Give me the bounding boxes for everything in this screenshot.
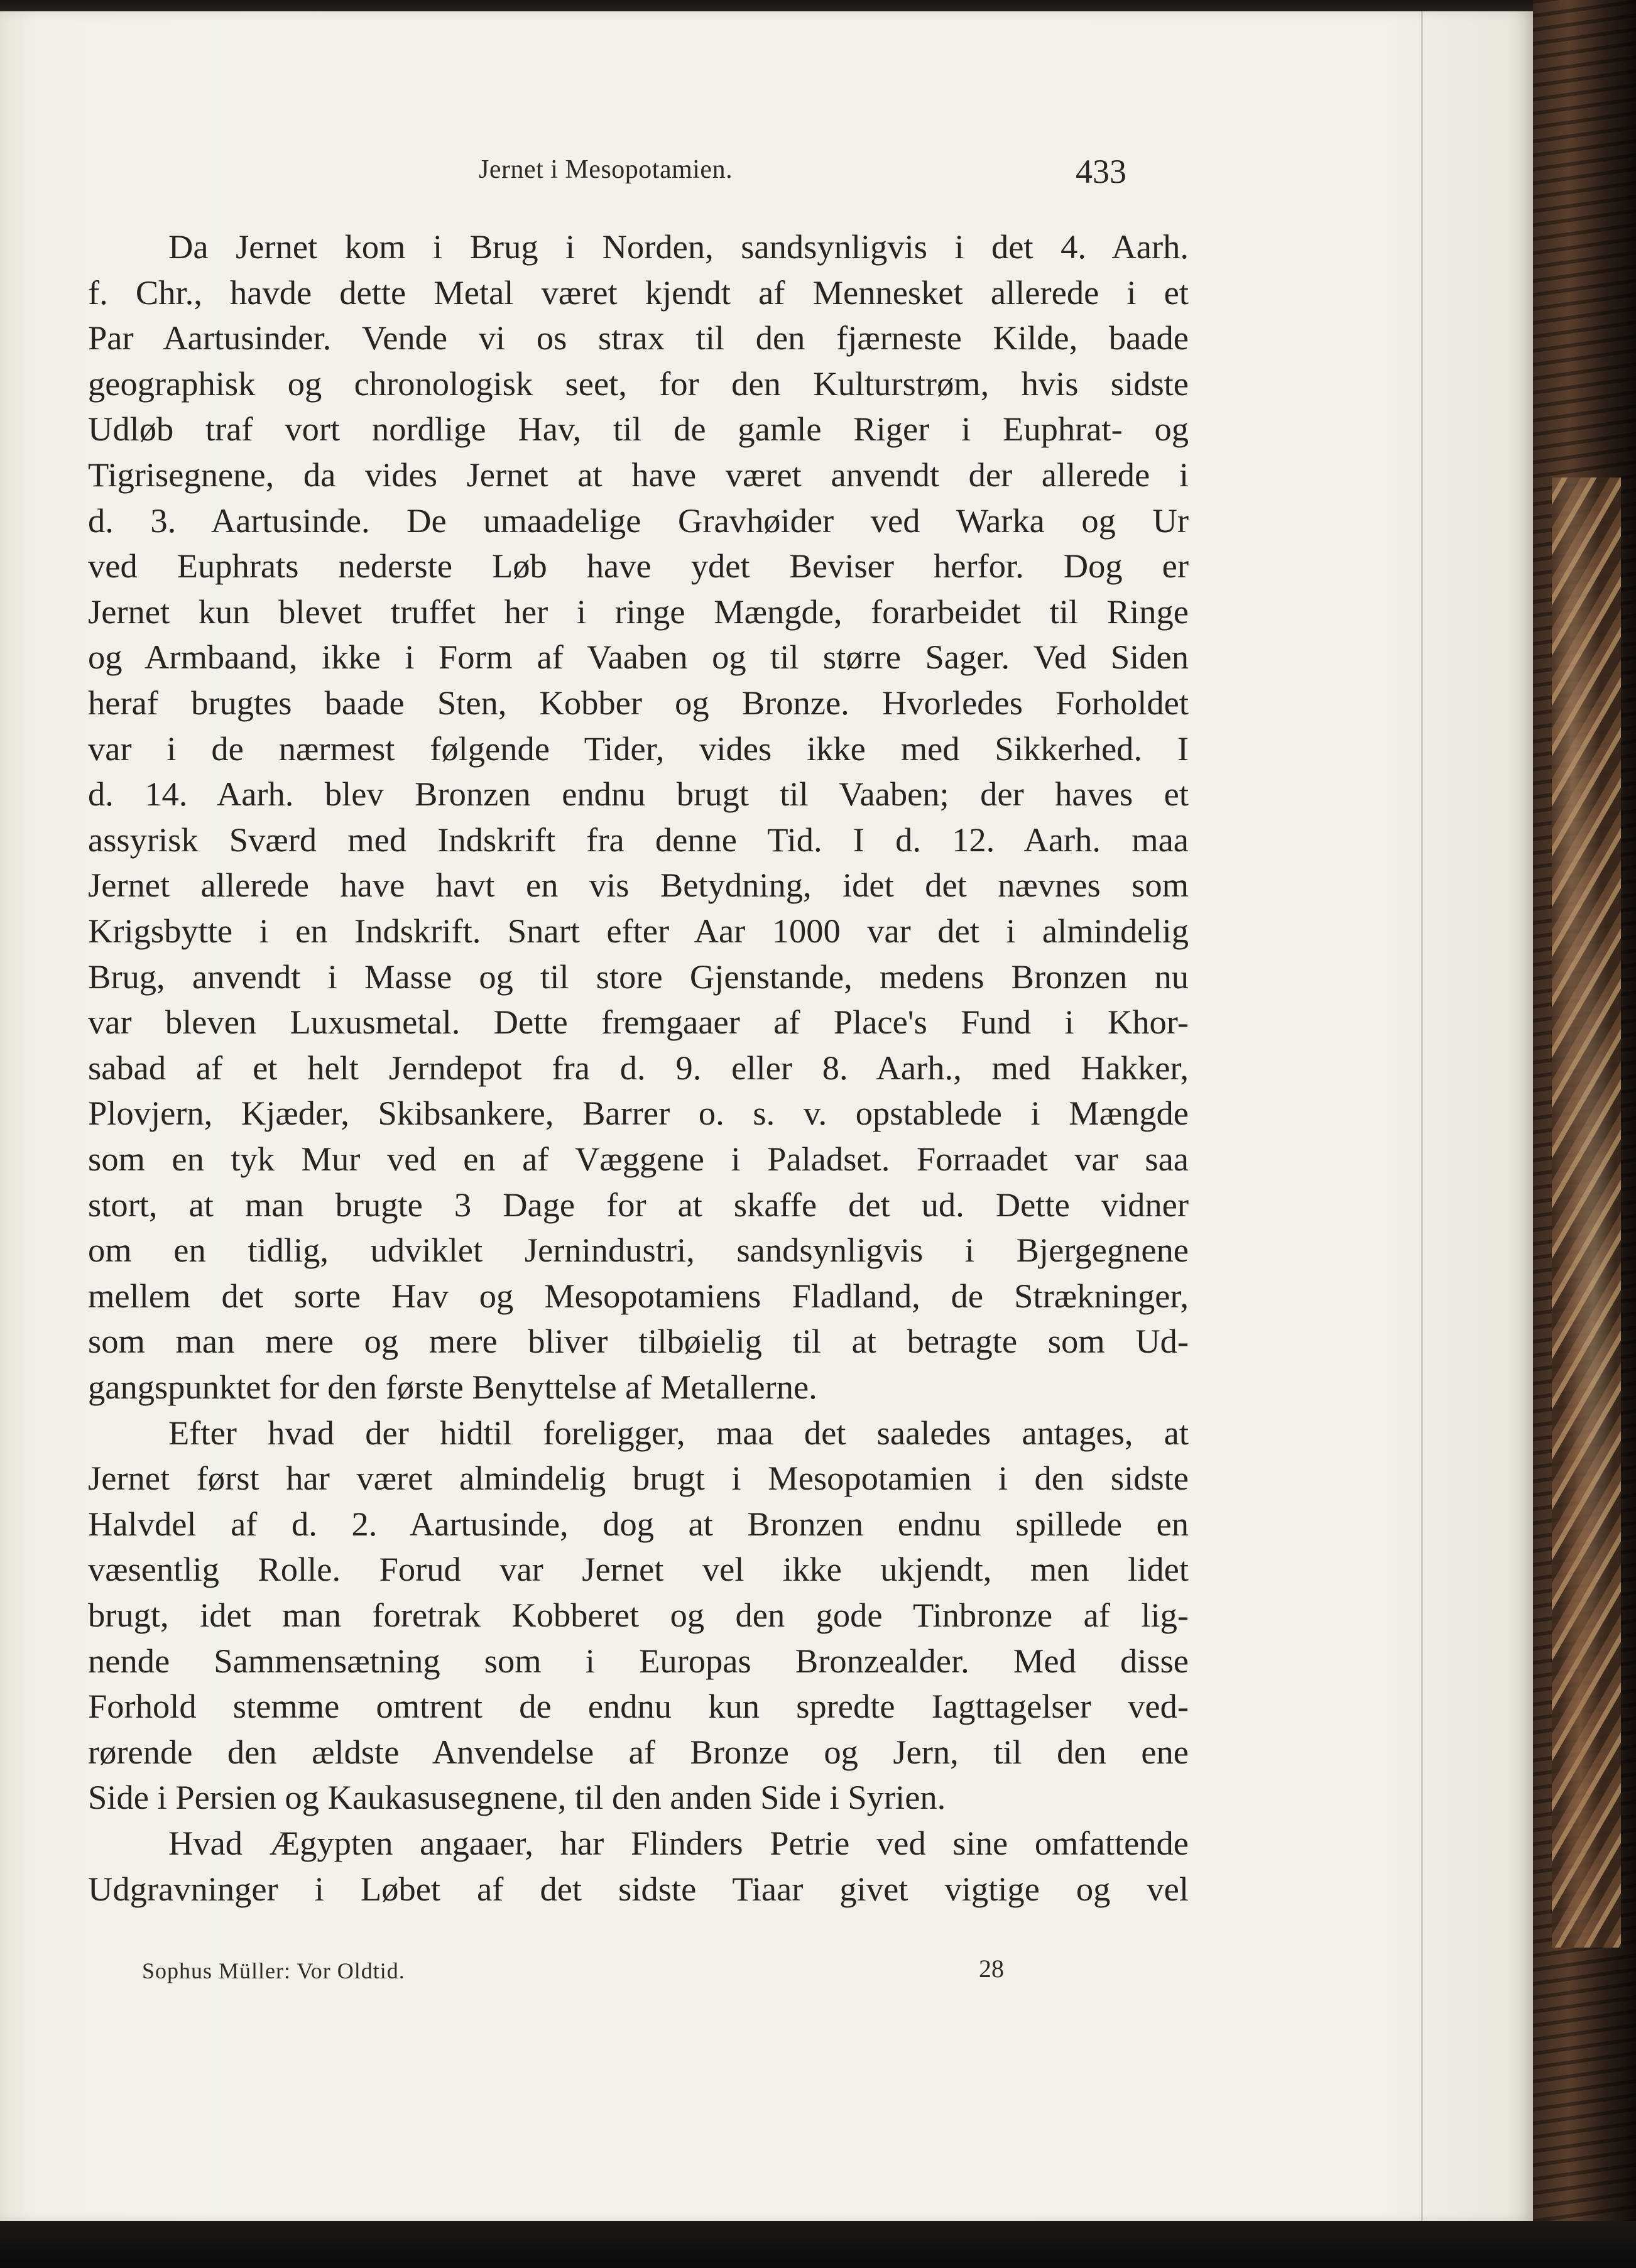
text-line: som man mere og mere bliver tilbøielig til at betragte som Ud- bbox=[88, 1322, 1189, 1361]
text-line: geographisk og chronologisk seet, for den Kulturstrøm, hvis sidste bbox=[88, 364, 1189, 403]
text-line: Da Jernet kom i Brug i Norden, sandsynligvis i det 4. Aarh. bbox=[168, 227, 1189, 266]
text-line: Brug, anvendt i Masse og til store Gjenstande, medens Bronzen nu bbox=[88, 957, 1189, 996]
text-line: og Armbaand, ikke i Form af Vaaben og til større Sager. Ved Siden bbox=[88, 638, 1189, 677]
page-edge-line bbox=[1421, 11, 1423, 2223]
text-line: Plovjern, Kjæder, Skibsankere, Barrer o. s. v. opstablede i Mængde bbox=[88, 1094, 1189, 1133]
text-line: Hvad Ægypten angaaer, har Flinders Petrie ved sine omfattende bbox=[168, 1824, 1189, 1862]
text-line: var bleven Luxusmetal. Dette fremgaaer af Place's Fund i Khor- bbox=[88, 1003, 1189, 1042]
text-line: Jernet først har været almindelig brugt i Mesopotamien i den sidste bbox=[88, 1459, 1189, 1498]
text-line: brugt, idet man foretrak Kobberet og den gode Tinbronze af lig- bbox=[88, 1596, 1189, 1634]
text-line: Jernet kun blevet truffet her i ringe Mængde, forarbeidet til Ringe bbox=[88, 592, 1189, 631]
text-line: assyrisk Sværd med Indskrift fra denne Tid. I d. 12. Aarh. maa bbox=[88, 820, 1189, 859]
text-line: f. Chr., havde dette Metal været kjendt af Mennesket allerede i et bbox=[88, 273, 1189, 312]
text-line: mellem det sorte Hav og Mesopotamiens Fladland, de Strækninger, bbox=[88, 1276, 1189, 1315]
footer-book-title: Sophus Müller: Vor Oldtid. bbox=[142, 1958, 405, 1983]
text-line: om en tidlig, udviklet Jernindustri, sandsynligvis i Bjergegnene bbox=[88, 1231, 1189, 1270]
text-line: Halvdel af d. 2. Aartusinde, dog at Bronzen endnu spillede en bbox=[88, 1504, 1189, 1543]
text-line: ved Euphrats nederste Løb have ydet Beviser herfor. Dog er bbox=[88, 547, 1189, 586]
text-line: d. 3. Aartusinde. De umaadelige Gravhøider ved Warka og Ur bbox=[88, 501, 1189, 540]
text-line: væsentlig Rolle. Forud var Jernet vel ikke ukjendt, men lidet bbox=[88, 1550, 1189, 1589]
text-line: som en tyk Mur ved en af Væggene i Paladset. Forraadet var saa bbox=[88, 1140, 1189, 1178]
text-line: Krigsbytte i en Indskrift. Snart efter Aar 1000 var det i almindelig bbox=[88, 912, 1189, 950]
signature-mark: 28 bbox=[979, 1955, 1004, 1983]
text-line: stort, at man brugte 3 Dage for at skaffe det ud. Dette vidner bbox=[88, 1185, 1189, 1224]
text-line: Efter hvad der hidtil foreligger, maa det saaledes antages, at bbox=[168, 1413, 1189, 1452]
book-page bbox=[0, 11, 1533, 2223]
page-number: 433 bbox=[1076, 153, 1126, 190]
scanner-bed-bottom bbox=[0, 2221, 1636, 2268]
text-line: Udgravninger i Løbet af det sidste Tiaar givet vigtige og vel bbox=[88, 1869, 1189, 1908]
text-line: sabad af et helt Jerndepot fra d. 9. eller 8. Aarh., med Hakker, bbox=[88, 1048, 1189, 1087]
text-line: Side i Persien og Kaukasusegnene, til den anden Side i Syrien. bbox=[88, 1778, 946, 1817]
text-line: Tigrisegnene, da vides Jernet at have været anvendt der allerede i bbox=[88, 455, 1189, 494]
text-line: d. 14. Aarh. blev Bronzen endnu brugt til Vaaben; der haves et bbox=[88, 775, 1189, 814]
text-line: Forhold stemme omtrent de endnu kun spredte Iagttagelser ved- bbox=[88, 1687, 1189, 1726]
text-line: gangspunktet for den første Benyttelse af Metallerne. bbox=[88, 1368, 817, 1406]
text-line: nende Sammensætning som i Europas Bronzealder. Med disse bbox=[88, 1641, 1189, 1680]
marbled-edge bbox=[1552, 477, 1621, 1948]
text-line: Udløb traf vort nordlige Hav, til de gamle Riger i Euphrat- og bbox=[88, 410, 1189, 449]
running-head-title: Jernet i Mesopotamien. bbox=[479, 155, 733, 184]
text-line: rørende den ældste Anvendelse af Bronze og Jern, til den ene bbox=[88, 1732, 1189, 1771]
text-line: Jernet allerede have havt en vis Betydning, idet det nævnes som bbox=[88, 866, 1189, 905]
text-line: heraf brugtes baade Sten, Kobber og Bronze. Hvorledes Forholdet bbox=[88, 684, 1189, 722]
text-line: var i de nærmest følgende Tider, vides ikke med Sikkerhed. I bbox=[88, 729, 1189, 768]
text-line: Par Aartusinder. Vende vi os strax til den fjærneste Kilde, baade bbox=[88, 319, 1189, 357]
